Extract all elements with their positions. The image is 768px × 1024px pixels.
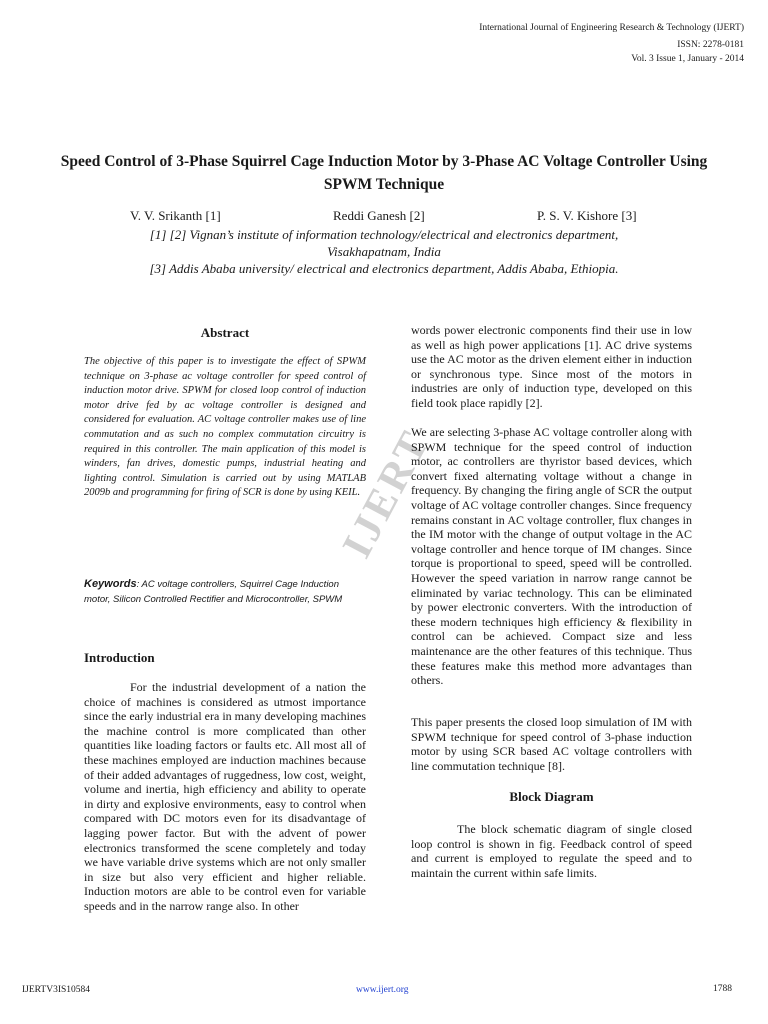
keywords-text: : AC voltage controllers, Squirrel Cage Induction motor, Silicon Controlled Rectifier and Microcontroller, SPWM — [84, 579, 343, 605]
abstract-text: The objective of this paper is to investigate the effect of SPWM technique on 3-phase ac voltage controller for speed control of induction motor drive. SPWM for closed loop control of induction motor drive fed by ac voltage controller is designed and considered for evaluation. AC voltage controller makes use of line commutation and as such no complex commutation circuitry is required in this controller. The main application of this model is winders, fan drives, domestic pumps, industrial heating and lighting control. Simulation is carried out by using MATLAB 2009b and programming for firing of SCR is done by using KEIL. — [84, 356, 366, 499]
right-paragraph-3-block — [411, 715, 692, 773]
keywords-label: Keywords — [84, 578, 137, 590]
introduction-heading: Introduction — [84, 650, 155, 665]
affiliation-3: [3] Addis Ababa university/ electrical and electronics department, Addis Ababa, Ethiopia. — [149, 261, 619, 276]
abstract-body — [84, 355, 366, 501]
affiliation-2: Visakhapatnam, India — [327, 244, 441, 259]
author-1: V. V. Srikanth [1] — [130, 208, 221, 223]
right-paragraph-4: The block schematic diagram of single closed loop control is shown in fig. Feedback control of speed and current is employed to regulate the speed and to maintain the current within safe limits. — [411, 822, 692, 880]
right-paragraph-2-block — [411, 425, 692, 688]
right-paragraph-1: words power electronic components find their use in low as well as high power applications [1]. AC drive systems use the AC motor as the driven element either in induction or synchronous type. Since most of the motors in industries are only of induction type, developed on this field took place rapidly [2]. — [411, 323, 692, 410]
paper-title: Speed Control of 3-Phase Squirrel Cage Induction Motor by 3-Phase AC Voltage Controller Using SPWM Technique — [60, 153, 708, 193]
author-2: Reddi Ganesh [2] — [333, 208, 425, 223]
introduction-body — [84, 680, 366, 914]
keywords-block — [84, 577, 366, 607]
author-3: P. S. V. Kishore [3] — [537, 208, 637, 223]
issn: ISSN: 2278-0181 — [677, 40, 744, 50]
volume-issue: Vol. 3 Issue 1, January - 2014 — [631, 54, 744, 64]
paper-id: IJERTV3IS10584 — [22, 985, 91, 995]
abstract-heading: Abstract — [200, 325, 250, 340]
website-link[interactable]: www.ijert.org — [356, 985, 409, 995]
right-paragraph-1-block — [411, 323, 692, 411]
watermark: IJERT — [334, 422, 440, 566]
introduction-paragraph: For the industrial development of a nation the choice of machines is considered as utmost importance since the early industrial era in many developing machines the machine control is more complicated than other quantities like loading factors or faults etc. All most all of these machines employed are induction machines because of their added advantages of ruggedness, low cost, weight, volume and inertia, high efficiency and ability to operate in dirty and explosive environments, easy to control when compared with DC motors even for its disadvantage of lagging power factor. But with the advent of power electronics transformed the scene completely and today we have variable drive systems which are not only smaller in size but also very efficient and higher reliable. Induction motors are able to be control even for variable speeds and in the narrow range also. In other — [84, 680, 366, 913]
block-diagram-heading: Block Diagram — [509, 789, 594, 804]
right-paragraph-2: We are selecting 3-phase AC voltage controller along with SPWM technique for the speed control of induction motor, ac controllers are thyristor based devices, which convert fixed alternating voltage without a change in frequency. By changing the firing angle of SCR the output voltage of AC voltage controller changes. Since frequency remains constant in AC voltage controller, flux changes in the IM motor with the change of output voltage in the AC voltage controller and hence torque of IM changes. Since torque is proportional to speed, speed will be controlled. However the speed variation in narrow range cannot be eliminated by variac technology. This can be eliminated by power electronic converters. With the introduction of these modern techniques high efficiency & flexibility in control can be achieved. Compact size and less maintenance are the other features of this technique. Thus these features make this method more advantages than others. — [411, 425, 692, 688]
right-paragraph-3: This paper presents the closed loop simulation of IM with SPWM technique for speed control of 3-phase induction motor by using SCR based AC voltage controllers with line commutation technique [8]. — [411, 715, 692, 773]
right-paragraph-4-block — [411, 822, 692, 880]
page-number: 1788 — [713, 984, 732, 994]
affiliation-1: [1] [2] Vignan’s institute of information technology/electrical and electronics department, — [149, 227, 619, 242]
journal-name: International Journal of Engineering Research & Technology (IJERT) — [479, 23, 744, 33]
